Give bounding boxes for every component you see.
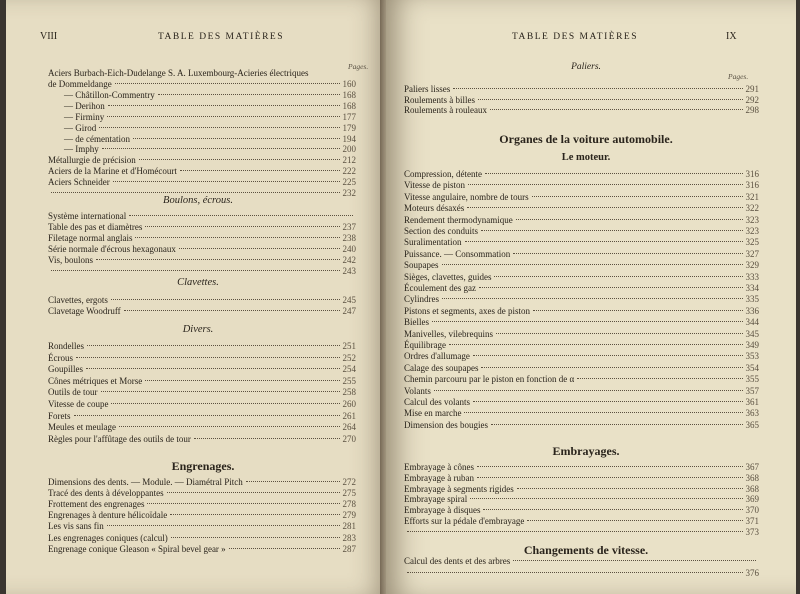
toc-entry (404, 556, 759, 567)
toc-entry (48, 123, 356, 134)
dot-leader (442, 298, 743, 299)
toc-entry-label: Manivelles, vilebrequins (404, 328, 493, 339)
toc-entry (48, 521, 356, 532)
toc-entry-page: 329 (745, 260, 759, 271)
toc-entry-page: 292 (745, 94, 759, 105)
toc-entry (404, 294, 759, 305)
toc-entry-label: Volants (404, 385, 431, 396)
toc-entry-label: Sièges, clavettes, guides (404, 271, 492, 282)
dot-leader (86, 368, 340, 369)
toc-entry-label: Les engrenages coniques (calcul) (48, 532, 168, 543)
dot-leader (101, 391, 340, 392)
toc-entry-label: Puissance. — Consommation (404, 248, 511, 259)
toc-entry-label: Tracé des dents à développantes (48, 488, 164, 499)
toc-entry-page: 333 (745, 271, 759, 282)
toc-entry (404, 180, 759, 191)
toc-entry-page: 345 (745, 328, 759, 339)
toc-entry-label: Outils de tour (48, 387, 98, 398)
toc-entry (48, 399, 356, 410)
toc-entry-page: 261 (342, 410, 356, 421)
toc-entry (404, 516, 759, 527)
dot-leader (470, 498, 742, 499)
dot-leader (229, 548, 340, 549)
toc-entry-label: — Firminy (64, 111, 105, 122)
toc-entry-page: 238 (342, 232, 356, 243)
toc-entry-label: Roulements à rouleaux (404, 105, 487, 116)
dot-leader (87, 345, 340, 346)
toc-entry (48, 177, 356, 188)
toc-entry-page: 323 (745, 214, 759, 225)
toc-entry (48, 155, 356, 166)
toc-entry (404, 95, 759, 106)
dot-leader (517, 488, 743, 489)
toc-entry (404, 192, 759, 203)
dot-leader (51, 270, 340, 271)
toc-entry (404, 84, 759, 95)
dot-leader (135, 237, 339, 238)
toc-entry (48, 306, 356, 317)
toc-entry-page: 270 (342, 433, 356, 444)
toc-entry-page: 298 (745, 105, 759, 116)
dot-leader (478, 99, 743, 100)
toc-entry-label: Chemin parcouru par le piston en fonction de α (404, 374, 575, 385)
toc-entry-page: 260 (342, 399, 356, 409)
toc-entry-label: Système international (48, 211, 127, 221)
section-heading-clavettes: Clavettes. (177, 277, 219, 288)
dot-leader (145, 226, 339, 227)
section-heading-embrayages: Embrayages. (552, 444, 620, 458)
toc-entry (404, 226, 759, 237)
toc-entry-label: Goupilles (48, 364, 83, 375)
toc-entry-page: 258 (342, 387, 356, 398)
dot-leader (246, 481, 340, 482)
toc-entry (404, 462, 759, 473)
toc-entry-page: 323 (745, 226, 759, 236)
left-page (6, 0, 386, 594)
dot-leader (516, 219, 743, 220)
toc-entry (48, 499, 356, 510)
toc-entry-label: Filetage normal anglais (48, 232, 133, 243)
toc-entry (404, 249, 759, 260)
toc-entry-page: 275 (342, 488, 356, 499)
dot-leader (464, 412, 742, 413)
toc-entry-page: 363 (745, 408, 759, 419)
toc-entry (48, 144, 356, 155)
toc-entry-label: Roulements à billes (404, 94, 475, 105)
dot-leader (479, 287, 743, 288)
toc-entry-page: 287 (342, 543, 356, 554)
toc-entry-label: Écrous (48, 352, 73, 363)
toc-entry-label: Vis, boulons (48, 254, 93, 265)
toc-entry (48, 544, 356, 555)
dot-leader (108, 105, 340, 106)
toc-entry-page: 179 (342, 122, 356, 133)
toc-entry-page: 222 (342, 166, 356, 177)
toc-entry-label: Frottement des engrenages (48, 499, 145, 510)
toc-entry (404, 272, 759, 283)
toc-entry-label: de Dommeldange (48, 79, 112, 89)
toc-entry-page: 278 (342, 499, 356, 510)
toc-entry-page: 264 (342, 422, 356, 433)
toc-entry-page: 242 (342, 254, 356, 265)
toc-entry (404, 329, 759, 340)
toc-entry-page: 368 (745, 472, 759, 483)
toc-entry-label: Cônes métriques et Morse (48, 375, 143, 386)
dot-leader (434, 390, 743, 391)
toc-entry (48, 166, 356, 177)
toc-entry-page: 322 (745, 203, 759, 214)
section-title-organes: Organes de la voiture automobile. (499, 132, 673, 146)
dot-leader (491, 424, 743, 425)
toc-entry-page: 353 (745, 351, 759, 362)
dot-leader (76, 357, 340, 358)
dot-leader (179, 248, 340, 249)
toc-entry-label: Vitesse de coupe (48, 399, 109, 409)
section-heading-boulons: Boulons, écrous. (163, 195, 233, 206)
running-title: TABLE DES MATIÈRES (158, 32, 284, 42)
dot-leader (51, 192, 340, 193)
toc-entry-page: 272 (342, 477, 356, 487)
toc-entry-page: 321 (745, 191, 759, 202)
toc-entry-label: — Châtillon-Commentry (64, 89, 155, 100)
toc-entry (404, 317, 759, 328)
toc-entry-label: Pistons et segments, axes de piston (404, 305, 530, 316)
toc-entry-label: Meules et meulage (48, 422, 116, 433)
toc-entry (404, 203, 759, 214)
toc-entry-page: 357 (745, 385, 759, 396)
toc-entry-page: 336 (745, 305, 759, 316)
dot-leader (527, 520, 742, 521)
toc-entry-page: 335 (745, 294, 759, 305)
toc-entry-page: 281 (342, 521, 356, 532)
toc-entry-page: 255 (342, 375, 356, 386)
toc-entry-page: 237 (342, 221, 356, 232)
dot-leader (158, 94, 340, 95)
toc-entry-page: 283 (342, 532, 356, 543)
toc-entry-page: 373 (745, 526, 759, 537)
dot-leader (465, 241, 743, 242)
toc-entry-page: 194 (342, 133, 356, 144)
dot-leader (467, 207, 742, 208)
toc-entry-label: Embrayage à cônes (404, 462, 474, 472)
toc-entry-first-line: Aciers Burbach-Eich-Dudelange S. A. Luxembourg-Acieries électriques (48, 68, 309, 78)
toc-entry-page: 365 (745, 419, 759, 430)
dot-leader (432, 321, 743, 322)
toc-entry (404, 215, 759, 226)
section-heading-divers: Divers. (182, 324, 214, 335)
toc-entry-label: Dimensions des dents. — Module. — Diamétral Pitch (48, 477, 243, 487)
dot-leader (111, 299, 340, 300)
dot-leader (477, 477, 743, 478)
dot-leader (477, 466, 743, 467)
toc-entry-page: 279 (342, 510, 356, 521)
toc-entry-page: 325 (745, 237, 759, 248)
toc-entry-label: Cylindres (404, 294, 439, 305)
toc-entry (48, 353, 356, 364)
toc-entry (404, 420, 759, 431)
toc-entry (48, 477, 356, 488)
toc-entry (48, 211, 356, 222)
dot-leader (194, 438, 340, 439)
toc-entry-page: 355 (745, 374, 759, 385)
toc-entry-label: Aciers de la Marine et d'Homécourt (48, 166, 177, 177)
toc-entry-label: Calcul des dents et des arbres (404, 556, 511, 566)
toc-entry (404, 494, 759, 505)
toc-entry-label: — Girod (64, 122, 97, 133)
dot-leader (124, 310, 340, 311)
right-page (386, 0, 796, 594)
toc-entry-label: Clavettes, ergots (48, 295, 108, 305)
toc-entry-page: 232 (342, 188, 356, 198)
toc-entry-page: 368 (745, 483, 759, 494)
toc-entry (404, 484, 759, 495)
dot-leader (180, 170, 340, 171)
toc-entry (48, 341, 356, 352)
toc-entry-page: 349 (745, 340, 759, 350)
toc-entry-label: Aciers Schneider (48, 177, 110, 188)
toc-entry-label: Règles pour l'affûtage des outils de tour (48, 433, 191, 444)
toc-entry-label: Dimension des bougies (404, 419, 488, 430)
section-heading-paliers: Paliers. (571, 62, 601, 72)
dot-leader (473, 355, 743, 356)
toc-entry (48, 488, 356, 499)
toc-entry-label: Embrayage à ruban (404, 472, 474, 483)
toc-entry (404, 374, 759, 385)
toc-entry (404, 237, 759, 248)
toc-entry-label: Mise en marche (404, 408, 462, 419)
toc-entry-label: — Imphy (64, 144, 99, 155)
dot-leader (407, 572, 743, 573)
toc-entry-label: — de cémentation (64, 133, 130, 144)
toc-entry-label: Compression, détente (404, 169, 482, 179)
toc-entry (48, 376, 356, 387)
toc-entry (48, 112, 356, 123)
toc-entry (48, 244, 356, 255)
toc-entry-page: 367 (745, 462, 759, 472)
toc-entry-label: Les vis sans fin (48, 521, 104, 532)
pages-column-label: Pages. (348, 62, 369, 71)
dot-leader (468, 184, 743, 185)
toc-entry (404, 351, 759, 362)
toc-entry (404, 473, 759, 484)
dot-leader (513, 253, 742, 254)
toc-entry-label: Calage des soupapes (404, 362, 479, 373)
toc-entry (404, 408, 759, 419)
toc-entry-label: Série normale d'écrous hexagonaux (48, 243, 176, 254)
toc-entry-label: — Derihon (64, 100, 105, 111)
toc-entry-page: 160 (342, 79, 356, 89)
toc-entry-label: Soupapes (404, 260, 439, 271)
toc-entry-page: 334 (745, 283, 759, 293)
toc-entry-page: 243 (342, 265, 356, 276)
toc-entry-page: 316 (745, 169, 759, 179)
toc-entry (404, 105, 759, 116)
dot-leader (513, 560, 756, 561)
toc-entry-label: Suralimentation (404, 237, 462, 248)
toc-entry-label: Vitesse angulaire, nombre de tours (404, 191, 529, 202)
toc-entry-page: 361 (745, 397, 759, 407)
dot-leader (147, 503, 339, 504)
dot-leader (99, 127, 339, 128)
toc-entry-page: 240 (342, 243, 356, 254)
page-number: IX (726, 31, 737, 42)
toc-entry-label: Table des pas et diamètres (48, 221, 143, 232)
toc-entry-page: 376 (745, 568, 759, 578)
toc-entry-label: Calcul des volants (404, 397, 470, 407)
toc-entry-page: 254 (342, 364, 356, 375)
dot-leader (133, 138, 340, 139)
toc-entry-label: Rondelles (48, 341, 84, 351)
toc-entry-page: 251 (342, 341, 356, 351)
dot-leader (481, 230, 743, 231)
toc-entry (48, 134, 356, 145)
dot-leader (453, 88, 742, 89)
toc-entry-page: 344 (745, 317, 759, 328)
toc-entry-page: 291 (745, 84, 759, 94)
toc-entry-label: Embrayage spiral (404, 494, 468, 505)
dot-leader (139, 159, 340, 160)
section-heading-moteur: Le moteur. (561, 152, 611, 163)
toc-entry-page: 354 (745, 362, 759, 373)
toc-entry (404, 568, 759, 579)
dot-leader (170, 514, 339, 515)
toc-entry-page: 370 (745, 505, 759, 516)
toc-entry (404, 505, 759, 516)
toc-entry (404, 260, 759, 271)
dot-leader (171, 537, 340, 538)
toc-entry (48, 510, 356, 521)
toc-entry (48, 255, 356, 266)
toc-entry-label: Paliers lisses (404, 84, 451, 94)
toc-entry-label: Équilibrage (404, 340, 446, 350)
dot-leader (113, 181, 340, 182)
toc-entry (48, 411, 356, 422)
toc-entry-label: Clavetage Woodruff (48, 305, 121, 316)
toc-entry-page: 225 (342, 177, 356, 188)
running-title: TABLE DES MATIÈRES (512, 32, 638, 42)
toc-entry-label: Engrenages à denture hélicoïdale (48, 510, 168, 521)
pages-column-label: Pages. (728, 72, 749, 81)
toc-entry (48, 266, 356, 277)
toc-entry (404, 363, 759, 374)
toc-entry-page: 252 (342, 352, 356, 363)
dot-leader (483, 509, 742, 510)
toc-entry-label: Efforts sur la pédale d'embrayage (404, 516, 525, 526)
section-heading-vitesse: Changements de vitesse. (523, 543, 649, 557)
toc-entry (404, 397, 759, 408)
toc-entry (48, 90, 356, 101)
dot-leader (107, 525, 340, 526)
section-heading-engrenages: Engrenages. (171, 459, 235, 473)
toc-entry-page: 245 (342, 295, 356, 305)
toc-entry-label: Forets (48, 410, 71, 421)
toc-entry-page: 200 (342, 144, 356, 155)
toc-entry (48, 364, 356, 375)
dot-leader (533, 310, 743, 311)
toc-entry (48, 434, 356, 445)
toc-entry-page: 247 (342, 305, 356, 316)
toc-entry (48, 79, 356, 90)
dot-leader (111, 403, 339, 404)
toc-entry-page: 177 (342, 111, 356, 122)
dot-leader (577, 378, 742, 379)
toc-entry-label: Engrenage conique Gleason « Spiral bevel gear » (48, 543, 226, 554)
toc-entry (404, 283, 759, 294)
toc-entry (48, 533, 356, 544)
dot-leader (494, 276, 742, 277)
dot-leader (115, 83, 340, 84)
toc-entry (404, 386, 759, 397)
toc-entry-page: 327 (745, 248, 759, 259)
dot-leader (490, 109, 743, 110)
toc-entry (48, 222, 356, 233)
dot-leader (119, 426, 340, 427)
toc-entry-label: Embrayage à disques (404, 505, 481, 516)
toc-entry-label: Vitesse de piston (404, 180, 465, 191)
toc-entry-label: Rendement thermodynamique (404, 214, 513, 225)
dot-leader (96, 259, 340, 260)
toc-entry-label: Écoulement des gaz (404, 283, 476, 293)
toc-entry-label: Embrayage à segments rigides (404, 483, 514, 494)
page-number: VIII (40, 31, 58, 42)
toc-entry (48, 295, 356, 306)
toc-entry-page: 212 (342, 155, 356, 166)
dot-leader (449, 344, 743, 345)
dot-leader (74, 415, 340, 416)
toc-entry-label: Ordres d'allumage (404, 351, 470, 362)
dot-leader (481, 367, 742, 368)
toc-entry-page: 316 (745, 180, 759, 191)
toc-entry (48, 422, 356, 433)
toc-entry-label: Bielles (404, 317, 429, 328)
dot-leader (145, 380, 339, 381)
dot-leader (442, 264, 743, 265)
toc-entry (404, 340, 759, 351)
toc-entry-page: 168 (342, 89, 356, 100)
toc-entry-page: 168 (342, 100, 356, 111)
toc-entry (404, 527, 759, 538)
dot-leader (473, 401, 743, 402)
dot-leader (102, 148, 340, 149)
dot-leader (496, 333, 743, 334)
dot-leader (129, 215, 353, 216)
dot-leader (485, 173, 743, 174)
toc-entry (404, 169, 759, 180)
toc-entry-label: Section des conduits (404, 226, 478, 236)
toc-entry (404, 306, 759, 317)
toc-entry-page: 371 (745, 516, 759, 526)
toc-entry-label: Métallurgie de précision (48, 155, 136, 166)
dot-leader (107, 116, 339, 117)
toc-entry (48, 387, 356, 398)
toc-entry (48, 101, 356, 112)
toc-entry-label: Moteurs désaxés (404, 203, 465, 214)
toc-entry-page: 369 (745, 494, 759, 505)
dot-leader (532, 196, 743, 197)
toc-entry (48, 233, 356, 244)
dot-leader (407, 531, 743, 532)
dot-leader (167, 492, 340, 493)
